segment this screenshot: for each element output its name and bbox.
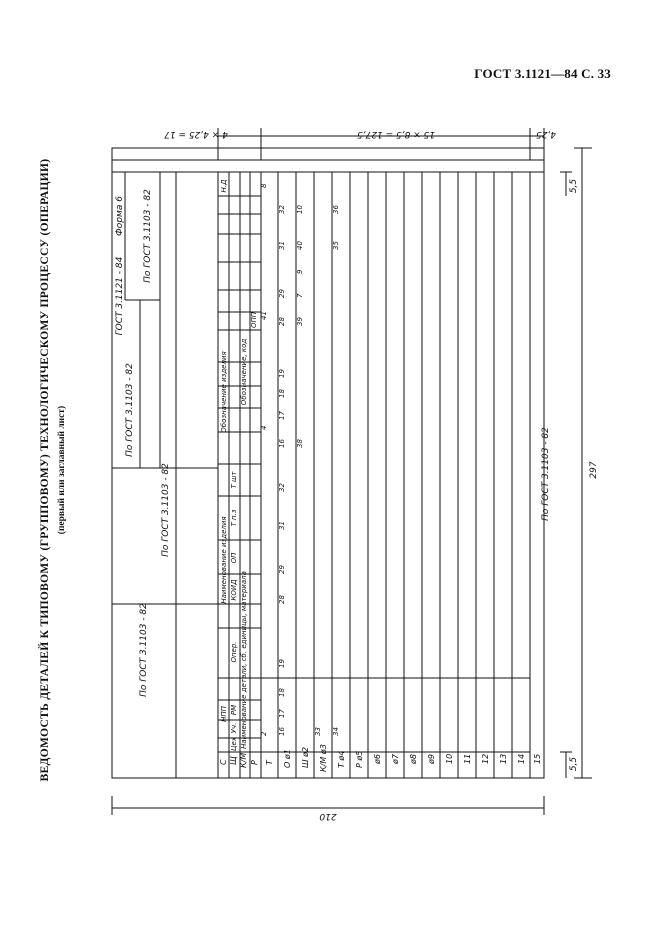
cell-number: 8 (260, 183, 268, 188)
cell-number: 34 (332, 727, 340, 736)
document-title: ВЕДОМОСТЬ ДЕТАЛЕЙ К ТИПОВОМУ (ГРУППОВОМУ) ТЕХНОЛОГИЧЕСКОМУ ПРОЦЕССУ (ОПЕРАЦИИ) (39, 158, 51, 782)
form-number: Форма 6 (115, 196, 125, 236)
dim-margin-right: 5,5 (569, 178, 579, 194)
cell-number: 35 (332, 241, 340, 250)
header-uch: Уч. (230, 722, 238, 734)
row-label: Т ø4 (337, 750, 346, 768)
ref-small: По ГОСТ 3.1103 - 82 (125, 363, 135, 457)
cell-number: 16 (278, 727, 286, 736)
dim-rows: 15 × 8,5 = 127,5 (356, 129, 436, 139)
header-tsht: Т шт (230, 471, 238, 489)
header-oboznach-kod: Обозначение, код (240, 338, 248, 406)
row-label: ø6 (373, 754, 382, 764)
row-label: О ø1 (283, 749, 292, 768)
cell-number: 28 (278, 317, 286, 326)
header-rm: РМ (230, 704, 238, 716)
row-label: ø8 (409, 754, 418, 764)
row-label: 10 (445, 753, 454, 764)
cell-number: 39 (296, 317, 304, 326)
cell-number: 16 (278, 439, 286, 448)
cell-number: 38 (296, 439, 304, 448)
header-nd: Н.Д (220, 179, 228, 193)
cell-number: 31 (278, 521, 286, 530)
row-label: С (219, 759, 228, 765)
row-label: Ш ø2 (301, 746, 310, 768)
cell-number: 19 (278, 659, 286, 668)
cell-number: 28 (278, 595, 286, 604)
cell-number: 41 (260, 311, 268, 320)
dim-height: 297 (589, 461, 599, 479)
cell-number: 33 (314, 727, 322, 736)
row-label: Щ (229, 756, 238, 765)
ref-main: По ГОСТ 3.1103 - 82 (161, 463, 171, 557)
row-label: 13 (499, 753, 508, 764)
cell-number: 18 (278, 688, 286, 697)
cell-number: 10 (296, 205, 304, 214)
cell-number: 19 (278, 369, 286, 378)
cell-number: 18 (278, 389, 286, 398)
header-naimen-izd: Наименование изделия (220, 516, 228, 604)
page-reference: ГОСТ 3.1121—84 С. 33 (474, 66, 611, 81)
header-koid: КОИД (230, 579, 238, 601)
cell-number: 32 (278, 483, 286, 492)
header-nnp: НПП (220, 706, 228, 722)
outer-frame (112, 148, 544, 778)
row-label: 14 (517, 753, 526, 764)
row-label: ø9 (427, 754, 436, 764)
cell-number: 36 (332, 205, 340, 214)
cell-number: 7 (296, 293, 304, 298)
cell-number: 2 (260, 731, 268, 736)
dim-header-rows: 4 × 4,25 = 17 (164, 129, 228, 139)
cell-numbers (260, 183, 340, 736)
document-subtitle: (первый или заглавный лист) (57, 405, 67, 535)
header-oper: Опер. (230, 641, 238, 663)
form-frame (218, 172, 544, 778)
row-label: 15 (533, 753, 542, 764)
header-tpz: Т п.з (230, 509, 238, 527)
row-label: Р (250, 760, 259, 765)
cell-number: 29 (278, 565, 286, 574)
ref-block: По ГОСТ 3.1103 - 82 (139, 603, 149, 697)
row-label: ø7 (391, 754, 400, 764)
ref-bottom: По ГОСТ 3.1103 - 82 (541, 427, 551, 521)
form-standard: ГОСТ 3.1121 - 84 (115, 256, 125, 336)
cell-number: 31 (278, 241, 286, 250)
row-label: 11 (463, 753, 472, 764)
row-label: К/М ø3 (319, 744, 328, 772)
header-opp: ОПП (250, 311, 258, 329)
cell-number: 17 (278, 411, 286, 420)
dim-margin-left: 5,5 (569, 756, 579, 772)
header-naimen-det: Наименование детали, сб. единицы, материала (240, 571, 248, 749)
header-tsekh: Цех (230, 737, 238, 751)
cell-number: 29 (278, 289, 286, 298)
cell-number: 40 (296, 241, 304, 250)
header-op: ОП (230, 552, 238, 564)
cell-number: 4 (260, 425, 268, 430)
header-kod-izd: Обозначение изделия (220, 351, 228, 433)
cell-number: 17 (278, 709, 286, 718)
cell-number: 32 (278, 205, 286, 214)
row-label: Т (265, 760, 274, 765)
dim-width: 210 (319, 811, 337, 821)
row-label: К/М (239, 752, 248, 768)
ref-top: По ГОСТ 3.1103 - 82 (143, 189, 153, 283)
dim-margin-top: 4,25 (535, 129, 557, 139)
row-label: Р ø5 (355, 750, 364, 768)
row-label: 12 (481, 753, 490, 764)
cell-number: 9 (296, 269, 304, 274)
